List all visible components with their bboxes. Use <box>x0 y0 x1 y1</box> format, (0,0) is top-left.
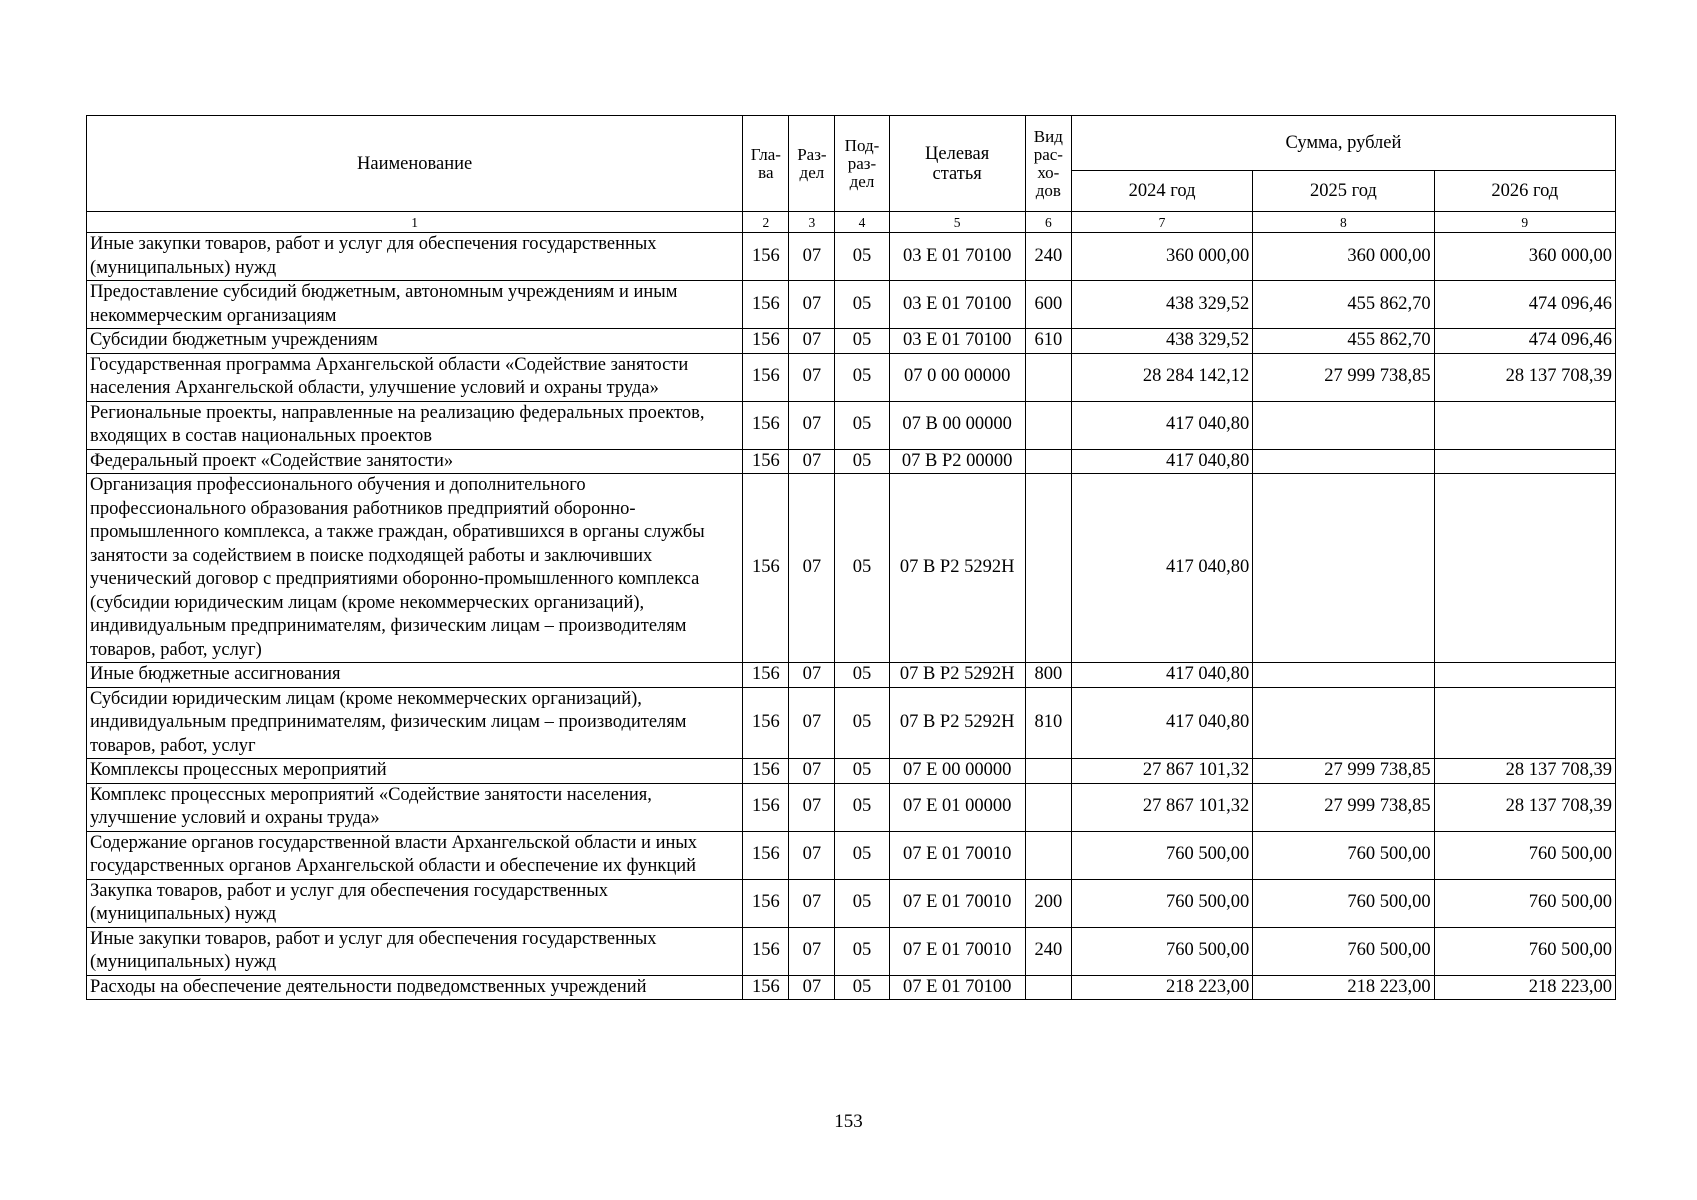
row-section-cell: 07 <box>789 449 835 474</box>
row-sum-2026-cell: 28 137 708,39 <box>1434 783 1615 831</box>
row-sum-2026-cell <box>1434 663 1615 688</box>
column-number: 7 <box>1071 212 1252 233</box>
row-sum-2024-cell: 438 329,52 <box>1071 281 1252 329</box>
header-chapter: Гла- ва <box>743 116 789 212</box>
header-year-2024: 2024 год <box>1071 171 1252 212</box>
column-number: 1 <box>87 212 743 233</box>
row-expense-type-cell <box>1025 975 1071 1000</box>
row-sum-2024-cell: 27 867 101,32 <box>1071 783 1252 831</box>
row-subsection-cell: 05 <box>835 831 889 879</box>
row-sum-2024-cell: 360 000,00 <box>1071 233 1252 281</box>
row-expense-type-cell <box>1025 401 1071 449</box>
row-sum-2025-cell <box>1253 401 1434 449</box>
row-sum-2025-cell: 27 999 738,85 <box>1253 783 1434 831</box>
row-name-cell: Содержание органов государственной власти Архангельской области и иных государственных органов Архангельской области и обеспечение их функций <box>87 831 743 879</box>
header-name: Наименование <box>87 116 743 212</box>
row-section-cell: 07 <box>789 783 835 831</box>
row-sum-2024-cell: 417 040,80 <box>1071 449 1252 474</box>
row-sum-2026-cell: 760 500,00 <box>1434 927 1615 975</box>
row-target-article-cell: 07 В 00 00000 <box>889 401 1025 449</box>
row-sum-2024-cell: 760 500,00 <box>1071 831 1252 879</box>
row-target-article-cell: 03 Е 01 70100 <box>889 281 1025 329</box>
row-section-cell: 07 <box>789 927 835 975</box>
row-subsection-cell: 05 <box>835 329 889 354</box>
table-row <box>87 663 1616 688</box>
row-subsection-cell: 05 <box>835 927 889 975</box>
row-sum-2025-cell: 27 999 738,85 <box>1253 353 1434 401</box>
header-year-2025: 2025 год <box>1253 171 1434 212</box>
table-row <box>87 927 1616 975</box>
row-sum-2024-cell: 27 867 101,32 <box>1071 759 1252 784</box>
row-subsection-cell: 05 <box>835 281 889 329</box>
row-section-cell: 07 <box>789 663 835 688</box>
row-sum-2025-cell <box>1253 474 1434 663</box>
column-number: 5 <box>889 212 1025 233</box>
row-subsection-cell: 05 <box>835 975 889 1000</box>
row-sum-2026-cell: 360 000,00 <box>1434 233 1615 281</box>
row-sum-2026-cell <box>1434 474 1615 663</box>
row-expense-type-cell <box>1025 353 1071 401</box>
row-name-cell: Субсидии юридическим лицам (кроме некоммерческих организаций), индивидуальным предпринимателям, физическим лицам – производителям товаров, работ, услуг <box>87 687 743 759</box>
row-sum-2024-cell: 760 500,00 <box>1071 879 1252 927</box>
row-target-article-cell: 07 Е 01 70100 <box>889 975 1025 1000</box>
row-sum-2026-cell: 760 500,00 <box>1434 831 1615 879</box>
row-expense-type-cell <box>1025 831 1071 879</box>
row-sum-2025-cell: 27 999 738,85 <box>1253 759 1434 784</box>
table-row <box>87 329 1616 354</box>
row-name-cell: Государственная программа Архангельской области «Содействие занятости населения Архангельской области, улучшение условий и охраны труда» <box>87 353 743 401</box>
header-year-2026: 2026 год <box>1434 171 1615 212</box>
row-subsection-cell: 05 <box>835 783 889 831</box>
row-sum-2024-cell: 417 040,80 <box>1071 663 1252 688</box>
row-sum-2026-cell: 218 223,00 <box>1434 975 1615 1000</box>
table-row <box>87 783 1616 831</box>
table-row <box>87 879 1616 927</box>
table-row <box>87 831 1616 879</box>
page-number: 153 <box>834 1111 863 1132</box>
row-name-cell: Комплекс процессных мероприятий «Содействие занятости населения, улучшение условий и охраны труда» <box>87 783 743 831</box>
row-expense-type-cell: 240 <box>1025 927 1071 975</box>
row-expense-type-cell <box>1025 783 1071 831</box>
row-subsection-cell: 05 <box>835 353 889 401</box>
row-subsection-cell: 05 <box>835 879 889 927</box>
header-target-article: Целевая статья <box>889 116 1025 212</box>
row-section-cell: 07 <box>789 759 835 784</box>
row-sum-2026-cell: 474 096,46 <box>1434 329 1615 354</box>
row-sum-2025-cell <box>1253 449 1434 474</box>
row-name-cell: Закупка товаров, работ и услуг для обеспечения государственных (муниципальных) нужд <box>87 879 743 927</box>
row-chapter-cell: 156 <box>743 449 789 474</box>
budget-table <box>86 115 1616 1000</box>
row-sum-2026-cell <box>1434 401 1615 449</box>
row-name-cell: Федеральный проект «Содействие занятости» <box>87 449 743 474</box>
table-row <box>87 474 1616 663</box>
row-subsection-cell: 05 <box>835 474 889 663</box>
row-chapter-cell: 156 <box>743 831 789 879</box>
column-number: 9 <box>1434 212 1615 233</box>
row-section-cell: 07 <box>789 329 835 354</box>
row-subsection-cell: 05 <box>835 759 889 784</box>
column-number: 2 <box>743 212 789 233</box>
row-sum-2024-cell: 760 500,00 <box>1071 927 1252 975</box>
row-chapter-cell: 156 <box>743 663 789 688</box>
row-sum-2025-cell <box>1253 663 1434 688</box>
row-section-cell: 07 <box>789 401 835 449</box>
row-sum-2024-cell: 417 040,80 <box>1071 687 1252 759</box>
row-target-article-cell: 07 В Р2 5292Н <box>889 663 1025 688</box>
row-chapter-cell: 156 <box>743 975 789 1000</box>
row-chapter-cell: 156 <box>743 879 789 927</box>
row-sum-2024-cell: 218 223,00 <box>1071 975 1252 1000</box>
row-target-article-cell: 07 Е 01 70010 <box>889 927 1025 975</box>
row-expense-type-cell <box>1025 449 1071 474</box>
row-target-article-cell: 07 Е 01 70010 <box>889 831 1025 879</box>
row-expense-type-cell: 610 <box>1025 329 1071 354</box>
column-number: 3 <box>789 212 835 233</box>
row-chapter-cell: 156 <box>743 759 789 784</box>
row-chapter-cell: 156 <box>743 329 789 354</box>
row-expense-type-cell: 200 <box>1025 879 1071 927</box>
row-sum-2026-cell <box>1434 449 1615 474</box>
row-chapter-cell: 156 <box>743 353 789 401</box>
row-subsection-cell: 05 <box>835 449 889 474</box>
row-section-cell: 07 <box>789 975 835 1000</box>
header-sum: Сумма, рублей <box>1071 116 1615 171</box>
row-target-article-cell: 07 0 00 00000 <box>889 353 1025 401</box>
row-sum-2025-cell: 760 500,00 <box>1253 927 1434 975</box>
row-sum-2026-cell <box>1434 687 1615 759</box>
row-name-cell: Субсидии бюджетным учреждениям <box>87 329 743 354</box>
row-target-article-cell: 07 В Р2 5292Н <box>889 474 1025 663</box>
row-sum-2026-cell: 760 500,00 <box>1434 879 1615 927</box>
row-chapter-cell: 156 <box>743 783 789 831</box>
row-section-cell: 07 <box>789 831 835 879</box>
row-name-cell: Предоставление субсидий бюджетным, автономным учреждениям и иным некоммерческим организациям <box>87 281 743 329</box>
table-row <box>87 449 1616 474</box>
row-target-article-cell: 07 Е 01 00000 <box>889 783 1025 831</box>
row-section-cell: 07 <box>789 879 835 927</box>
row-chapter-cell: 156 <box>743 927 789 975</box>
row-name-cell: Организация профессионального обучения и дополнительного профессионального образования работников предприятий оборонно-промышленного комплекса, а также граждан, обратившихся в органы службы занятости за содействием в поиске подходящей работы и заключивших ученический договор с предприятиями оборонно-промышленного комплекса (субсидии юридическим лицам (кроме некоммерческих организаций), индивидуальным предпринимателям, физическим лицам – производителям товаров, работ, услуг) <box>87 474 743 663</box>
row-sum-2025-cell <box>1253 687 1434 759</box>
row-sum-2026-cell: 28 137 708,39 <box>1434 759 1615 784</box>
table-row <box>87 281 1616 329</box>
row-target-article-cell: 07 Е 01 70010 <box>889 879 1025 927</box>
table-row <box>87 759 1616 784</box>
row-target-article-cell: 07 В Р2 00000 <box>889 449 1025 474</box>
row-chapter-cell: 156 <box>743 401 789 449</box>
row-name-cell: Иные закупки товаров, работ и услуг для обеспечения государственных (муниципальных) нужд <box>87 927 743 975</box>
row-name-cell: Иные закупки товаров, работ и услуг для обеспечения государственных (муниципальных) нужд <box>87 233 743 281</box>
row-target-article-cell: 07 Е 00 00000 <box>889 759 1025 784</box>
row-sum-2024-cell: 417 040,80 <box>1071 401 1252 449</box>
row-name-cell: Расходы на обеспечение деятельности подведомственных учреждений <box>87 975 743 1000</box>
row-name-cell: Иные бюджетные ассигнования <box>87 663 743 688</box>
row-chapter-cell: 156 <box>743 687 789 759</box>
column-number: 8 <box>1253 212 1434 233</box>
row-sum-2025-cell: 360 000,00 <box>1253 233 1434 281</box>
row-sum-2025-cell: 455 862,70 <box>1253 281 1434 329</box>
table-row <box>87 975 1616 1000</box>
row-chapter-cell: 156 <box>743 474 789 663</box>
row-name-cell: Комплексы процессных мероприятий <box>87 759 743 784</box>
row-expense-type-cell: 810 <box>1025 687 1071 759</box>
column-numbers-row <box>87 212 1616 233</box>
header-subsection: Под- раз- дел <box>835 116 889 212</box>
row-sum-2025-cell: 218 223,00 <box>1253 975 1434 1000</box>
row-sum-2024-cell: 417 040,80 <box>1071 474 1252 663</box>
row-target-article-cell: 07 В Р2 5292Н <box>889 687 1025 759</box>
row-expense-type-cell: 240 <box>1025 233 1071 281</box>
row-section-cell: 07 <box>789 233 835 281</box>
row-subsection-cell: 05 <box>835 401 889 449</box>
header-expense-type: Вид рас- хо- дов <box>1025 116 1071 212</box>
column-number: 6 <box>1025 212 1071 233</box>
row-target-article-cell: 03 Е 01 70100 <box>889 329 1025 354</box>
header-section: Раз- дел <box>789 116 835 212</box>
row-expense-type-cell: 800 <box>1025 663 1071 688</box>
row-subsection-cell: 05 <box>835 687 889 759</box>
table-row <box>87 687 1616 759</box>
row-section-cell: 07 <box>789 353 835 401</box>
row-subsection-cell: 05 <box>835 233 889 281</box>
row-section-cell: 07 <box>789 281 835 329</box>
row-expense-type-cell: 600 <box>1025 281 1071 329</box>
row-sum-2024-cell: 438 329,52 <box>1071 329 1252 354</box>
row-sum-2026-cell: 474 096,46 <box>1434 281 1615 329</box>
column-number: 4 <box>835 212 889 233</box>
row-sum-2025-cell: 455 862,70 <box>1253 329 1434 354</box>
row-sum-2024-cell: 28 284 142,12 <box>1071 353 1252 401</box>
row-sum-2026-cell: 28 137 708,39 <box>1434 353 1615 401</box>
row-name-cell: Региональные проекты, направленные на реализацию федеральных проектов, входящих в состав национальных проектов <box>87 401 743 449</box>
row-sum-2025-cell: 760 500,00 <box>1253 831 1434 879</box>
table-row <box>87 353 1616 401</box>
row-target-article-cell: 03 Е 01 70100 <box>889 233 1025 281</box>
table-row <box>87 233 1616 281</box>
row-expense-type-cell <box>1025 474 1071 663</box>
row-section-cell: 07 <box>789 474 835 663</box>
row-chapter-cell: 156 <box>743 281 789 329</box>
row-expense-type-cell <box>1025 759 1071 784</box>
row-subsection-cell: 05 <box>835 663 889 688</box>
row-sum-2025-cell: 760 500,00 <box>1253 879 1434 927</box>
row-section-cell: 07 <box>789 687 835 759</box>
table-row <box>87 401 1616 449</box>
row-chapter-cell: 156 <box>743 233 789 281</box>
